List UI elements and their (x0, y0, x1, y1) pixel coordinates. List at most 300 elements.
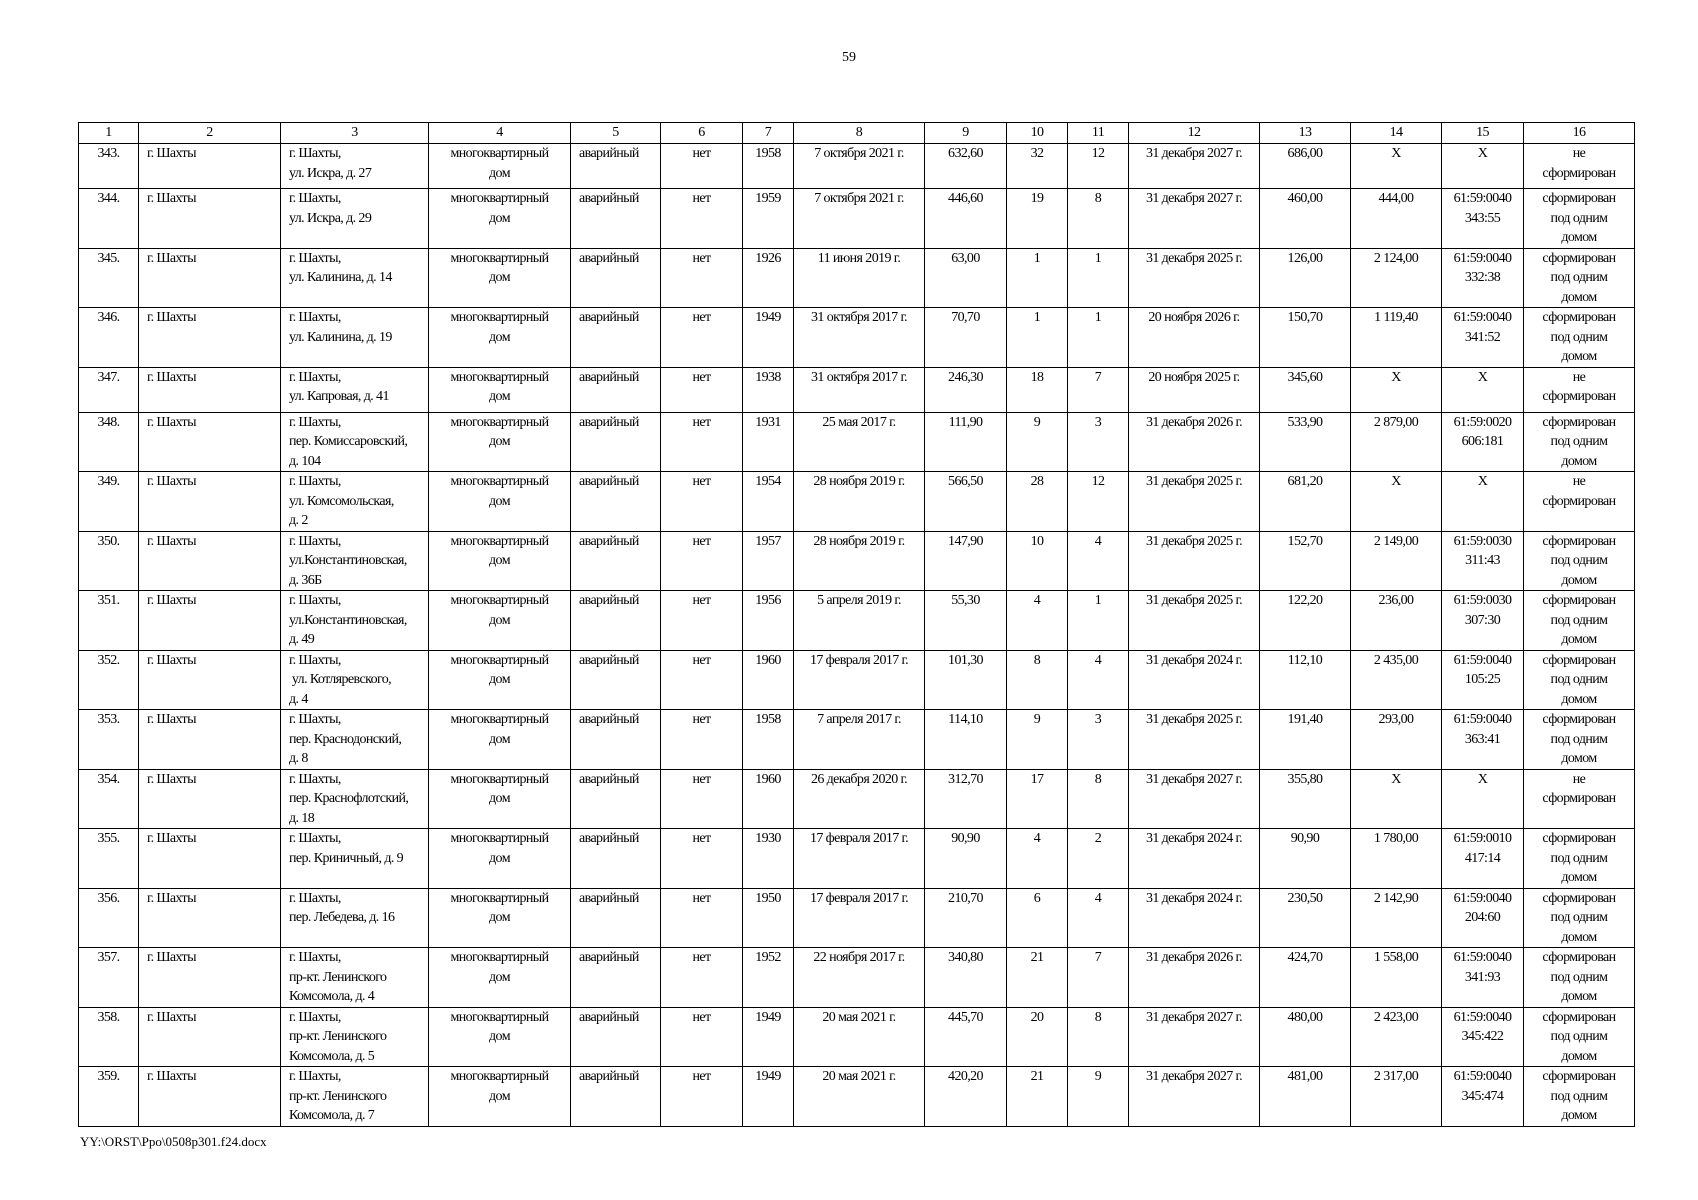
cell-area: 70,70 (925, 308, 1007, 368)
cell-line: сформирован (1542, 712, 1616, 727)
cell-land-status (1524, 412, 1635, 472)
column-header-3: 3 (281, 123, 429, 144)
cell-built-year: 1926 (743, 248, 794, 308)
cell-municipality: г. Шахты (139, 189, 281, 249)
cell-area: 312,70 (925, 769, 1007, 829)
cell-line: 61:59:0040 (1453, 712, 1512, 727)
cell-line: г. Шахты, (289, 310, 341, 325)
cell-built-year: 1954 (743, 472, 794, 532)
cell-residents: 20 (1007, 1007, 1068, 1067)
cell-building-type (429, 1007, 571, 1067)
cell-building-type (429, 591, 571, 651)
cell-line: 345:474 (1461, 1088, 1504, 1104)
cell-line: пер. Краснодонский, (289, 731, 402, 747)
cell-line: пер. Лебедева, д. 16 (289, 910, 395, 925)
cell-cadastral-number (1442, 1067, 1524, 1127)
cell-area: 111,90 (925, 412, 1007, 472)
cell-land-status (1524, 650, 1635, 710)
cell-line: сформирован (1542, 191, 1616, 206)
cell-resettlement-deadline: 31 декабря 2024 г. (1129, 829, 1260, 889)
cell-built-year: 1957 (743, 531, 794, 591)
cell-flats: 8 (1068, 189, 1129, 249)
cell-building-type (429, 710, 571, 770)
cell-flats: 9 (1068, 1067, 1129, 1127)
cell-line: Комсомола, д. 7 (289, 1108, 375, 1123)
cell-resettlement-deadline: 31 декабря 2026 г. (1129, 948, 1260, 1008)
table-row (79, 1007, 1635, 1067)
column-header-8: 8 (794, 123, 925, 144)
cell-cadastral-number (1442, 531, 1524, 591)
cell-row-number: 344. (79, 189, 139, 249)
cell-line: домом (1561, 289, 1597, 305)
cell-cadastral-number (1442, 367, 1524, 412)
cell-land-status (1524, 1007, 1635, 1067)
cell-flag: нет (661, 144, 743, 189)
cell-line: 61:59:0030 (1453, 533, 1512, 549)
cell-resettlement-deadline: 31 декабря 2026 г. (1129, 412, 1260, 472)
cell-cadastral-number (1442, 591, 1524, 651)
cell-line: дом (489, 850, 510, 866)
cell-resettlement-deadline: 31 декабря 2027 г. (1129, 1067, 1260, 1127)
cell-line: дом (489, 791, 510, 806)
cell-line: сформирован (1542, 791, 1616, 806)
cell-land-area: 444,00 (1351, 189, 1442, 249)
cell-municipality: г. Шахты (139, 948, 281, 1008)
cell-recognition-date: 25 мая 2017 г. (794, 412, 925, 472)
cell-line: многоквартирный (450, 533, 549, 549)
cell-built-year: 1931 (743, 412, 794, 472)
cell-flats: 1 (1068, 591, 1129, 651)
cell-land-area: 293,00 (1351, 710, 1442, 770)
cell-land-status (1524, 531, 1635, 591)
cell-line: сформирован (1542, 389, 1616, 404)
cell-line: не (1572, 146, 1586, 161)
cell-line: г. Шахты, (289, 191, 341, 206)
cell-line: дом (489, 969, 510, 985)
cell-address (281, 367, 429, 412)
cell-resettlement-deadline: 31 декабря 2025 г. (1129, 531, 1260, 591)
cell-line: не (1572, 771, 1586, 787)
cell-flats: 8 (1068, 769, 1129, 829)
cell-row-number: 353. (79, 710, 139, 770)
cell-residents: 10 (1007, 531, 1068, 591)
cell-built-year: 1930 (743, 829, 794, 889)
cell-municipality: г. Шахты (139, 769, 281, 829)
cell-recognition-date: 17 февраля 2017 г. (794, 650, 925, 710)
cell-line: 204:60 (1464, 910, 1501, 925)
cell-residents: 32 (1007, 144, 1068, 189)
cell-line: дом (489, 1088, 510, 1104)
cell-line: сформирован (1542, 890, 1616, 906)
cell-recognition-date: 28 ноября 2019 г. (794, 472, 925, 532)
cell-flag: нет (661, 531, 743, 591)
cell-land-area: 2 435,00 (1351, 650, 1442, 710)
cell-recognition-date: 22 ноября 2017 г. (794, 948, 925, 1008)
cell-row-number: 343. (79, 144, 139, 189)
table-row (79, 829, 1635, 889)
cell-built-year: 1938 (743, 367, 794, 412)
cell-line: ул. Калинина, д. 19 (289, 329, 392, 345)
cell-line: 345:422 (1461, 1029, 1504, 1044)
cell-line: г. Шахты, (289, 369, 341, 385)
cell-municipality: г. Шахты (139, 144, 281, 189)
cell-recognition-date: 11 июня 2019 г. (794, 248, 925, 308)
column-header-10: 10 (1007, 123, 1068, 144)
cell-resettlement-deadline: 31 декабря 2024 г. (1129, 650, 1260, 710)
cell-line: 341:52 (1464, 329, 1501, 345)
cell-residents: 1 (1007, 248, 1068, 308)
cell-condition: аварийный (571, 1007, 661, 1067)
cell-area: 55,30 (925, 591, 1007, 651)
cell-land-status (1524, 769, 1635, 829)
cell-land-status (1524, 144, 1635, 189)
cell-total-area: 460,00 (1260, 189, 1351, 249)
cell-line: многоквартирный (450, 652, 549, 668)
table-row (79, 412, 1635, 472)
column-header-15: 15 (1442, 123, 1524, 144)
cell-residents: 21 (1007, 948, 1068, 1008)
cell-line: домом (1561, 230, 1597, 245)
cell-line: г. Шахты, (289, 1009, 341, 1025)
cell-land-status (1524, 248, 1635, 308)
cell-line: ул. Котляревского, (289, 672, 392, 687)
cell-line: д. 36Б (289, 572, 322, 588)
cell-land-area: Х (1351, 144, 1442, 189)
cell-condition: аварийный (571, 248, 661, 308)
cell-line: 61:59:0040 (1453, 1069, 1512, 1084)
cell-line: сформирован (1542, 1009, 1616, 1025)
cell-area: 147,90 (925, 531, 1007, 591)
cell-line: д. 18 (289, 810, 315, 826)
cell-recognition-date: 5 апреля 2019 г. (794, 591, 925, 651)
cell-resettlement-deadline: 20 ноября 2025 г. (1129, 367, 1260, 412)
table-body (79, 144, 1635, 1127)
cell-line: пер. Краснофлотский, (289, 791, 409, 806)
table-row (79, 531, 1635, 591)
cell-line: дом (489, 270, 510, 285)
table-row (79, 591, 1635, 651)
cell-line: сформирован (1542, 593, 1616, 608)
cell-building-type (429, 472, 571, 532)
column-header-2: 2 (139, 123, 281, 144)
cell-building-type (429, 1067, 571, 1127)
cell-land-area: Х (1351, 769, 1442, 829)
column-number-row (79, 123, 1635, 144)
column-header-12: 12 (1129, 123, 1260, 144)
cell-flag: нет (661, 710, 743, 770)
cell-recognition-date: 7 октября 2021 г. (794, 144, 925, 189)
cell-line: пр-кт. Ленинского (289, 1088, 387, 1104)
cell-recognition-date: 26 декабря 2020 г. (794, 769, 925, 829)
cell-area: 246,30 (925, 367, 1007, 412)
cell-address (281, 710, 429, 770)
cell-line: 332:38 (1464, 270, 1501, 285)
cell-area: 90,90 (925, 829, 1007, 889)
cell-flats: 4 (1068, 650, 1129, 710)
cell-line: 61:59:0040 (1453, 950, 1512, 965)
cell-building-type (429, 248, 571, 308)
cell-total-area: 533,90 (1260, 412, 1351, 472)
cell-line: дом (489, 553, 510, 568)
cell-land-status (1524, 710, 1635, 770)
cell-flats: 12 (1068, 472, 1129, 532)
cell-line: г. Шахты, (289, 771, 341, 787)
table-row (79, 650, 1635, 710)
cell-land-area: 2 142,90 (1351, 888, 1442, 948)
column-header-7: 7 (743, 123, 794, 144)
cell-line: г. Шахты, (289, 831, 341, 846)
column-header-14: 14 (1351, 123, 1442, 144)
cell-condition: аварийный (571, 888, 661, 948)
cell-line: многоквартирный (450, 1009, 549, 1025)
cell-area: 340,80 (925, 948, 1007, 1008)
cell-line: г. Шахты, (289, 950, 341, 965)
cell-total-area: 480,00 (1260, 1007, 1351, 1067)
cell-flats: 8 (1068, 1007, 1129, 1067)
cell-condition: аварийный (571, 189, 661, 249)
cell-condition: аварийный (571, 591, 661, 651)
cell-line: домом (1561, 632, 1597, 647)
cell-total-area: 191,40 (1260, 710, 1351, 770)
cell-line: сформирован (1542, 165, 1616, 181)
cell-recognition-date: 17 февраля 2017 г. (794, 888, 925, 948)
table-row (79, 948, 1635, 1008)
cell-cadastral-number (1442, 948, 1524, 1008)
cell-address (281, 650, 429, 710)
cell-flag: нет (661, 412, 743, 472)
cell-line: г. Шахты, (289, 1069, 341, 1084)
cell-line: 343:55 (1464, 210, 1501, 226)
cell-cadastral-number (1442, 144, 1524, 189)
cell-land-area: Х (1351, 472, 1442, 532)
cell-recognition-date: 31 октября 2017 г. (794, 308, 925, 368)
cell-flats: 1 (1068, 248, 1129, 308)
cell-line: многоквартирный (450, 593, 549, 608)
cell-row-number: 352. (79, 650, 139, 710)
cell-land-status (1524, 472, 1635, 532)
cell-residents: 21 (1007, 1067, 1068, 1127)
cell-recognition-date: 7 апреля 2017 г. (794, 710, 925, 770)
cell-building-type (429, 829, 571, 889)
cell-building-type (429, 948, 571, 1008)
cell-line: Комсомола, д. 4 (289, 989, 375, 1004)
column-header-4: 4 (429, 123, 571, 144)
cell-flats: 4 (1068, 531, 1129, 591)
cell-condition: аварийный (571, 948, 661, 1008)
cell-cadastral-number (1442, 769, 1524, 829)
cell-row-number: 345. (79, 248, 139, 308)
cell-residents: 8 (1007, 650, 1068, 710)
cell-total-area: 112,10 (1260, 650, 1351, 710)
cell-total-area: 126,00 (1260, 248, 1351, 308)
cell-total-area: 230,50 (1260, 888, 1351, 948)
cell-line: 606:181 (1461, 434, 1504, 449)
cell-total-area: 152,70 (1260, 531, 1351, 591)
cell-land-status (1524, 591, 1635, 651)
cell-line: многоквартирный (450, 771, 549, 787)
table-row (79, 769, 1635, 829)
cell-total-area: 355,80 (1260, 769, 1351, 829)
cell-building-type (429, 531, 571, 591)
cell-line: многоквартирный (450, 712, 549, 727)
cell-area: 445,70 (925, 1007, 1007, 1067)
cell-line: 61:59:0040 (1453, 1009, 1512, 1025)
cell-line: дом (489, 210, 510, 226)
cell-line: г. Шахты, (289, 652, 341, 668)
cell-line: 307:30 (1464, 612, 1501, 628)
cell-cadastral-number (1442, 472, 1524, 532)
cell-flag: нет (661, 948, 743, 1008)
cell-line: под одним (1550, 731, 1608, 747)
table-row (79, 144, 1635, 189)
cell-building-type (429, 888, 571, 948)
cell-area: 114,10 (925, 710, 1007, 770)
cell-line: ул. Искра, д. 27 (289, 165, 372, 181)
cell-line: сформирован (1542, 250, 1616, 266)
cell-row-number: 348. (79, 412, 139, 472)
cell-line: 61:59:0020 (1453, 414, 1512, 430)
cell-flag: нет (661, 1007, 743, 1067)
cell-cadastral-number (1442, 189, 1524, 249)
cell-built-year: 1958 (743, 144, 794, 189)
cell-address (281, 472, 429, 532)
cell-line: под одним (1550, 672, 1608, 687)
cell-flag: нет (661, 308, 743, 368)
cell-line: 61:59:0040 (1453, 191, 1512, 206)
cell-address (281, 888, 429, 948)
cell-built-year: 1956 (743, 591, 794, 651)
cell-land-status (1524, 308, 1635, 368)
cell-land-area: 236,00 (1351, 591, 1442, 651)
cell-flats: 12 (1068, 144, 1129, 189)
cell-total-area: 345,60 (1260, 367, 1351, 412)
cell-row-number: 357. (79, 948, 139, 1008)
cell-total-area: 90,90 (1260, 829, 1351, 889)
cell-flag: нет (661, 1067, 743, 1127)
cell-cadastral-number (1442, 1007, 1524, 1067)
cell-built-year: 1949 (743, 308, 794, 368)
cell-municipality: г. Шахты (139, 412, 281, 472)
column-header-5: 5 (571, 123, 661, 144)
table-row (79, 308, 1635, 368)
cell-total-area: 481,00 (1260, 1067, 1351, 1127)
cell-address (281, 308, 429, 368)
cell-line: под одним (1550, 553, 1608, 568)
cell-residents: 17 (1007, 769, 1068, 829)
cell-condition: аварийный (571, 710, 661, 770)
cell-recognition-date: 31 октября 2017 г. (794, 367, 925, 412)
cell-line: многоквартирный (450, 1069, 549, 1084)
cell-line: д. 4 (289, 691, 308, 707)
cell-flag: нет (661, 591, 743, 651)
cell-land-status (1524, 948, 1635, 1008)
cell-address (281, 769, 429, 829)
cell-line: многоквартирный (450, 310, 549, 325)
cell-line: д. 104 (289, 453, 321, 469)
cell-flats: 1 (1068, 308, 1129, 368)
cell-line: Х (1477, 146, 1488, 161)
cell-recognition-date: 20 мая 2021 г. (794, 1067, 925, 1127)
cell-flats: 3 (1068, 710, 1129, 770)
cell-line: 61:59:0040 (1453, 652, 1512, 668)
cell-line: 61:59:0040 (1453, 310, 1512, 325)
cell-recognition-date: 17 февраля 2017 г. (794, 829, 925, 889)
cell-row-number: 355. (79, 829, 139, 889)
cell-area: 632,60 (925, 144, 1007, 189)
cell-line: под одним (1550, 329, 1608, 345)
cell-line: 61:59:0040 (1453, 890, 1512, 906)
cell-line: ул. Капровая, д. 41 (289, 389, 389, 404)
cell-municipality: г. Шахты (139, 650, 281, 710)
cell-flats: 7 (1068, 367, 1129, 412)
cell-line: домом (1561, 1048, 1597, 1064)
cell-resettlement-deadline: 31 декабря 2025 г. (1129, 472, 1260, 532)
cell-land-area: 1 558,00 (1351, 948, 1442, 1008)
cell-line: д. 49 (289, 632, 315, 647)
cell-line: пер. Криничный, д. 9 (289, 850, 404, 866)
cell-line: дом (489, 731, 510, 747)
cell-flag: нет (661, 888, 743, 948)
cell-line: ул.Константиновская, (289, 612, 407, 628)
cell-flats: 7 (1068, 948, 1129, 1008)
cell-line: дом (489, 1029, 510, 1044)
cell-line: многоквартирный (450, 369, 549, 385)
cell-line: Х (1477, 771, 1488, 787)
table-row (79, 189, 1635, 249)
cell-area: 420,20 (925, 1067, 1007, 1127)
cell-area: 63,00 (925, 248, 1007, 308)
cell-recognition-date: 28 ноября 2019 г. (794, 531, 925, 591)
cell-line: многоквартирный (450, 890, 549, 906)
cell-line: под одним (1550, 969, 1608, 985)
cell-total-area: 150,70 (1260, 308, 1351, 368)
cell-flag: нет (661, 189, 743, 249)
cell-land-area: 2 124,00 (1351, 248, 1442, 308)
cell-line: ул. Калинина, д. 14 (289, 270, 392, 285)
cell-land-status (1524, 829, 1635, 889)
cell-recognition-date: 7 октября 2021 г. (794, 189, 925, 249)
cell-line: дом (489, 389, 510, 404)
cell-residents: 1 (1007, 308, 1068, 368)
cell-line: 61:59:0030 (1453, 593, 1512, 608)
cell-line: г. Шахты, (289, 712, 341, 727)
cell-line: дом (489, 329, 510, 345)
cell-land-area: Х (1351, 367, 1442, 412)
cell-line: пр-кт. Ленинского (289, 969, 387, 985)
cell-residents: 19 (1007, 189, 1068, 249)
cell-residents: 4 (1007, 591, 1068, 651)
cell-line: 61:59:0010 (1453, 831, 1512, 846)
cell-municipality: г. Шахты (139, 531, 281, 591)
cell-line: домом (1561, 572, 1597, 588)
cell-line: сформирован (1542, 493, 1616, 509)
cell-line: сформирован (1542, 652, 1616, 668)
cell-resettlement-deadline: 31 декабря 2027 г. (1129, 144, 1260, 189)
cell-land-area: 2 149,00 (1351, 531, 1442, 591)
cell-line: ул. Искра, д. 29 (289, 210, 372, 226)
cell-line: под одним (1550, 612, 1608, 628)
cell-row-number: 346. (79, 308, 139, 368)
cell-resettlement-deadline: 31 декабря 2025 г. (1129, 710, 1260, 770)
cell-resettlement-deadline: 31 декабря 2027 г. (1129, 189, 1260, 249)
cell-line: д. 8 (289, 751, 308, 766)
cell-flag: нет (661, 248, 743, 308)
cell-line: многоквартирный (450, 191, 549, 206)
cell-line: домом (1561, 691, 1597, 707)
cell-line: сформирован (1542, 1069, 1616, 1084)
table-row (79, 248, 1635, 308)
cell-address (281, 248, 429, 308)
